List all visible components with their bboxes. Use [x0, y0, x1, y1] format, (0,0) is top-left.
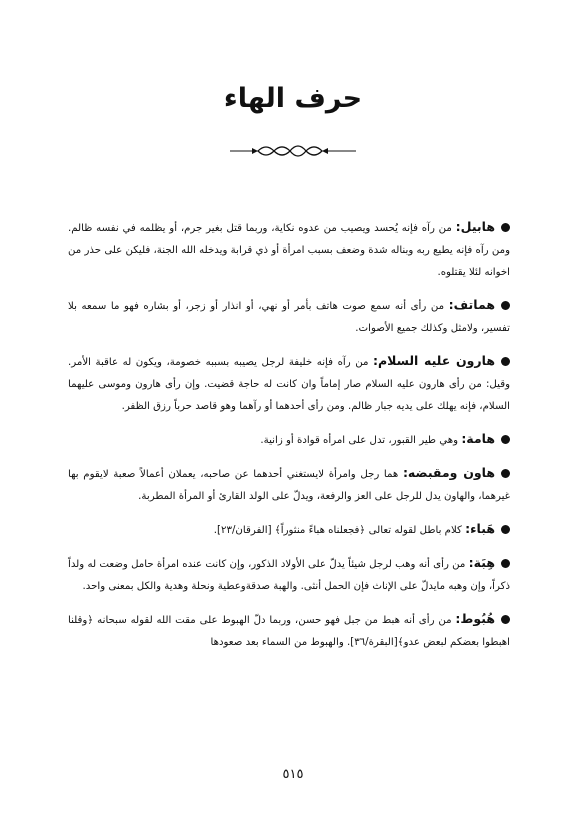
entry-headword: هماتف:: [448, 297, 495, 312]
entry-text: من رأى أنه وهب لرجل شيئاً يدلّ على الأولاد الذكور، وإن كانت عنده امرأة حامل وضعت له ولداً ذكراً، وإن وهبه مايدلّ على الإناث فإن الحمل أنثى. والهبة صدقةوعطية ونحلة وهدية والكل بمعنى واحد.: [68, 559, 510, 592]
entry-haba: [68, 518, 510, 542]
entry-text: من رآه فإنه يُحسد ويصيب من عدوه نكاية، وربما قتل بغير جرم، أو يظلمه في نفسه ظالم. ومن رآه فإنه يطيع ربه وبناله شدة وضعف بسبب امرأة أو ذي قرابة ويدخله الله الجنة، فليكن على حذر من اخوانه لئلا يقتلوه.: [68, 223, 510, 278]
entry-text: من رأى أنه سمع صوت هاتف بأمر أو نهي، أو انذار أو زجر، أو بشاره فهو ما سمعه بلا تفسير، ولامثل وكذلك جميع الأصوات.: [68, 301, 510, 334]
bullet-icon: [501, 357, 510, 366]
dictionary-entries: [68, 216, 510, 654]
entry-hubut: [68, 608, 510, 654]
entry-harun: [68, 350, 510, 418]
entry-headword: هامة:: [461, 431, 495, 446]
entry-hawan: [68, 462, 510, 508]
entry-hatif: [68, 294, 510, 340]
bullet-icon: [501, 301, 510, 310]
bullet-icon: [501, 223, 510, 232]
entry-text: هما رجل وامرأة لايستغني أحدهما عن صاحبه، يعملان أعمالاً صعبة لايقوم بها غيرهما، والهاون يدل للرجل على العز والرفعة، ويدلّ على الولد القارئ أو المرأة المطربة.: [68, 469, 510, 502]
bullet-icon: [501, 435, 510, 444]
entry-headword: هارون عليه السلام:: [372, 353, 495, 368]
entry-headword: هاون ومقبضه:: [402, 465, 496, 480]
entry-headword: هُبُوط:: [455, 611, 495, 626]
entry-habil: [68, 216, 510, 284]
entry-hiba: [68, 552, 510, 598]
entry-hama: [68, 428, 510, 452]
bullet-icon: [501, 559, 510, 568]
title-ornament: [230, 140, 356, 162]
chapter-title: حرف الهاء: [223, 83, 363, 114]
bullet-icon: [501, 525, 510, 534]
page-number: ٥١٥: [282, 767, 304, 782]
bullet-icon: [501, 469, 510, 478]
entry-headword: هابيل:: [455, 219, 495, 234]
entry-text: وهي طير القبور، تدل على امرأه قوادة أو زانية.: [260, 435, 462, 446]
entry-text: كلام باطل لقوله تعالى ﴿فجعلناه هباءً منثوراً﴾ [الفرقان/٢٣].: [213, 525, 466, 536]
entry-text: من رأى أنه هبط من جبل فهو حسن، وربما دلّ الهبوط على مقت الله لقوله سبحانه ﴿وقلنا اهبطوا بعضكم لبعض عدو﴾[البقرة/٣٦]. والهبوط من السماء بعد صعودها: [68, 615, 510, 648]
entry-text: من رآه فإنه خليفة لرجل يصيبه بسببه خصومة، ويكون له عاقبة الأمر. وقيل: من رأى هارون عليه السلام صار إماماً وان كانت له حاجة قضيت. وإن رأى هارون وموسى عليهما السلام، فإنه يهلك على يديه جبار ظالم. ومن رأى أحدهما أو رآهما وهو قاصد حرباً رزق الظفر.: [68, 357, 510, 412]
entry-headword: هِبَة:: [468, 555, 495, 570]
entry-headword: هَباء:: [465, 521, 495, 536]
bullet-icon: [501, 615, 510, 624]
